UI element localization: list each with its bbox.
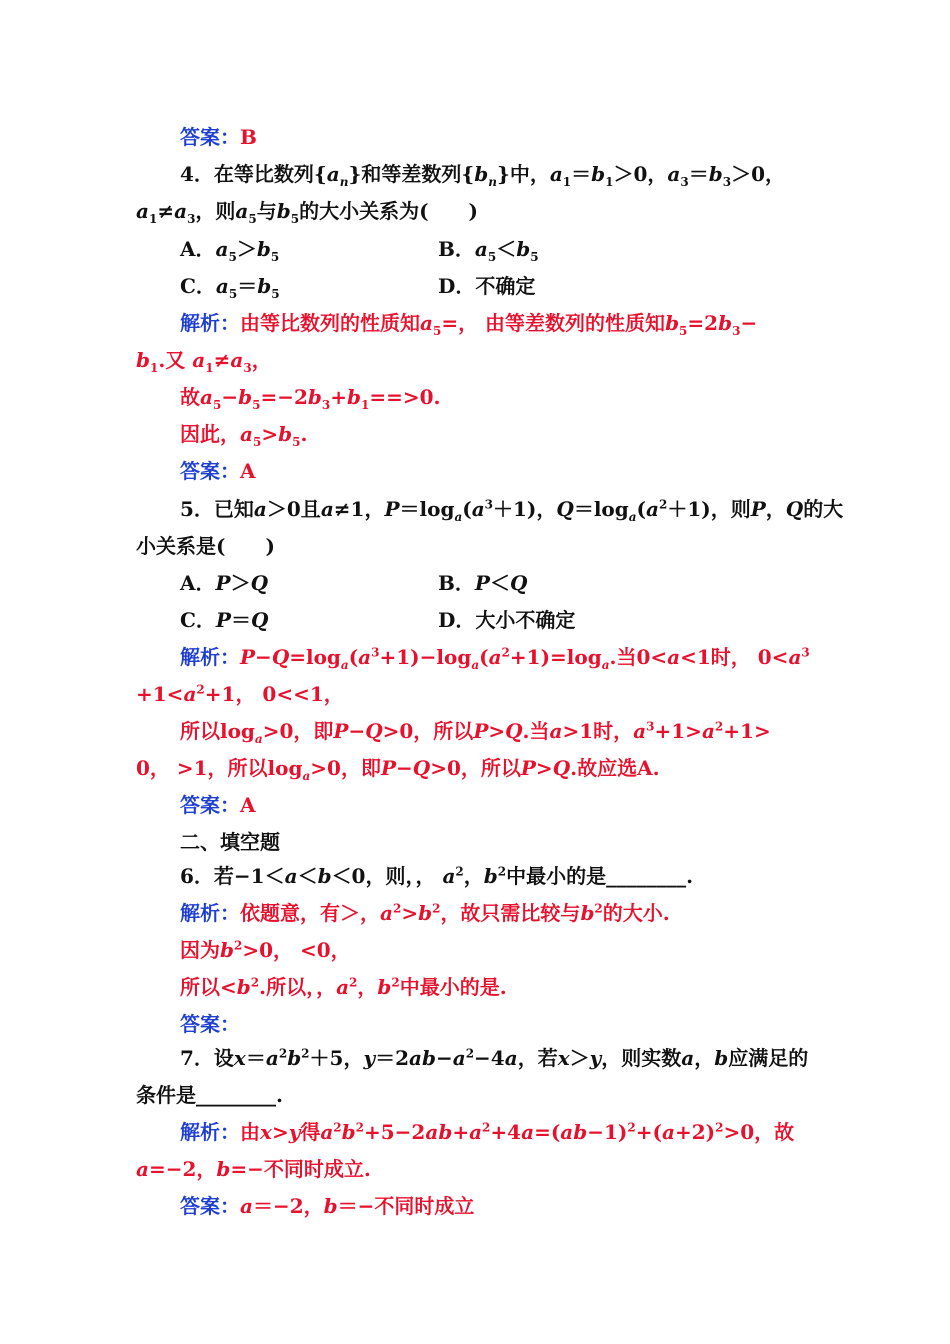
q4-analysis-line3: 故$a_5-b_5=-2b_3+b_1==>0$.: [180, 385, 441, 412]
q3-answer-value: B: [240, 125, 257, 149]
q7-analysis-line1: 解析：由x>y得$a^2b^2+5-2ab+a^2+4a=(ab-1)^2+(a+2)^2>0$，故: [180, 1120, 795, 1144]
q5-analysis-line1: 解析：$P-Q=\log_a(a^3+1)-\log_a(a^2+1)=\log_a$.当0<a<1时， $0<a^3$: [180, 645, 810, 672]
answer-label: 答案：: [180, 125, 240, 149]
q5-stem-line1: 5．已知a＞0且a≠1，$P=\log_a(a^3+1)$，$Q=\log_a(a^2+1)$，则P，Q的大: [180, 497, 844, 524]
q5-analysis-line3: 所以$\log_a>0$，即P−Q>0，所以P>Q.当a>1时，$a^3+1>a^2+1>$: [180, 719, 771, 746]
q7-answer: 答案：a＝−2，b＝−不同时成立: [180, 1194, 475, 1218]
q5-option-a[interactable]: A．P＞Q: [180, 571, 268, 595]
q4-option-a[interactable]: A．$a_5>b_5$: [180, 237, 280, 264]
q4-analysis-line1: 解析：由等比数列的性质知$a_5=$， 由等差数列的性质知$b_5=2b_3-$: [180, 311, 758, 338]
q5-stem-line2: 小关系是( ): [136, 534, 275, 558]
q4-option-d[interactable]: D．不确定: [438, 274, 536, 298]
q5-analysis-line4: 0， >1，所以$\log_a>0$，即P−Q>0，所以P>Q.故应选A.: [136, 756, 660, 783]
q5-answer: 答案：A: [180, 793, 256, 817]
q7-analysis-line2: a=−2，b=−不同时成立.: [136, 1157, 371, 1181]
q6-stem: 6．若−1＜a＜b＜0，则，， $a^2$，$b^2$中最小的是________.: [180, 864, 694, 888]
q6-analysis-line3: 所以$<b^2$.所以，，$a^2$，$b^2$中最小的是.: [180, 975, 507, 999]
q4-answer: 答案：A: [180, 459, 256, 483]
q5-option-b[interactable]: B．P＜Q: [438, 571, 528, 595]
q6-analysis-line1: 解析：依题意，有＞，$a^2>b^2$，故只需比较与$b^2$的大小.: [180, 901, 670, 925]
q4-option-c[interactable]: C．$a_5=b_5$: [180, 274, 280, 301]
section-title: 二、填空题: [180, 830, 280, 854]
q6-answer: 答案：: [180, 1012, 240, 1036]
q5-option-d[interactable]: D．大小不确定: [438, 608, 576, 632]
q4-analysis-line4: 因此，$a_5>b_5$.: [180, 422, 308, 449]
q7-stem-line1: 7．设$x=a^2b^2+5$，$y=2ab-a^2-4a$，若x＞y，则实数a，b应满足的: [180, 1046, 809, 1070]
q5-analysis-line2: $+1<a^2+1$， 0<<1，: [136, 682, 344, 706]
q6-analysis-line2: 因为$b^2>0$， <0，: [180, 938, 351, 962]
q4-option-b[interactable]: B．$a_5<b_5$: [438, 237, 539, 264]
q3-answer: [180, 124, 257, 150]
q4-stem-line1: 4．在等比数列$\{a_n\}$和等差数列$\{b_n\}$中，$a_1=b_1>0$，$a_3=b_3>0$，: [180, 162, 786, 189]
q7-stem-line2: 条件是________.: [136, 1083, 283, 1107]
q4-stem-line2: $a_1\ne a_3$，则$a_5$与$b_5$的大小关系为( ): [136, 199, 479, 226]
q4-analysis-line2: $b_1$.又 $a_1\ne a_3$，: [136, 348, 272, 375]
q5-option-c[interactable]: C．P＝Q: [180, 608, 269, 632]
